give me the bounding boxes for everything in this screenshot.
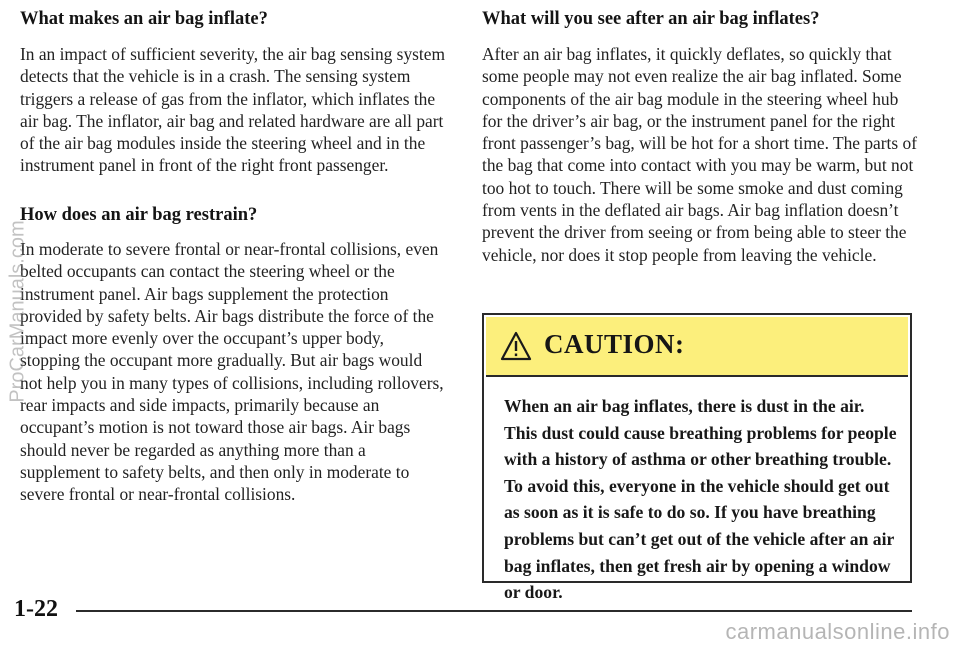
section-body-inflate: In an impact of sufficient severity, the air bag sensing system detects that the vehicle is in a crash. The sensing system triggers a release of gas from the inflator, which inflates the air bag. The inflator, air bag and related hardware are all part of the air bag modules inside the steering wheel and in the instrument panel in front of the right front passenger. — [20, 44, 445, 176]
section-body-after-inflation: After an air bag inflates, it quickly deflates, so quickly that some people may not even realize the air bag inflated. Some components of the air bag module in the steering wheel hub for the driver’s air bag, or the instrument panel for the right front passenger’s bag, will be hot for a short time. The parts of the bag that come into contact with you may be warm, but not too hot to touch. There will be some smoke and dust coming from vents in the deflated air bags. Air bag inflation doesn’t prevent the driver from seeing or from being able to steer the vehicle, nor does it stop people from leaving the vehicle. — [482, 44, 917, 265]
bottom-watermark: carmanualsonline.info — [725, 619, 950, 644]
caution-header — [486, 317, 908, 377]
section-heading-inflate: What makes an air bag inflate? — [20, 9, 268, 29]
caution-box — [482, 313, 912, 603]
footer-rule — [76, 610, 912, 612]
warning-triangle-icon — [500, 331, 532, 361]
section-body-restrain: In moderate to severe frontal or near-frontal collisions, even belted occupants can contact the steering wheel or the instrument panel. Air bags supplement the protection provided by safety belts. Air bags distribute the force of the impact more evenly over the occupant’s upper body, stopping the occupant more gradually. But air bags would not help you in many types of collisions, including rollovers, rear impacts and side impacts, primarily because an occupant’s motion is not toward those air bags. Air bags should never be regarded as anything more than a supplement to safety belts, and then only in moderate to severe frontal or near-frontal collisions. — [20, 239, 444, 505]
side-watermark: ProCarManuals.com — [6, 220, 29, 403]
page-number: 1-22 — [14, 596, 58, 622]
section-heading-after-inflation: What will you see after an air bag inflates? — [482, 9, 820, 29]
caution-body: When an air bag inflates, there is dust in the air. This dust could cause breathing problems for people with a history of asthma or other breathing trouble. To avoid this, everyone in the vehicle should get out as soon as it is safe to do so. If you have breathing problems but can’t get out of the vehicle after an air bag inflates, then get fresh air by opening a window or door. — [504, 396, 897, 603]
caution-title: CAUTION: — [544, 329, 685, 359]
section-heading-restrain: How does an air bag restrain? — [20, 205, 258, 225]
